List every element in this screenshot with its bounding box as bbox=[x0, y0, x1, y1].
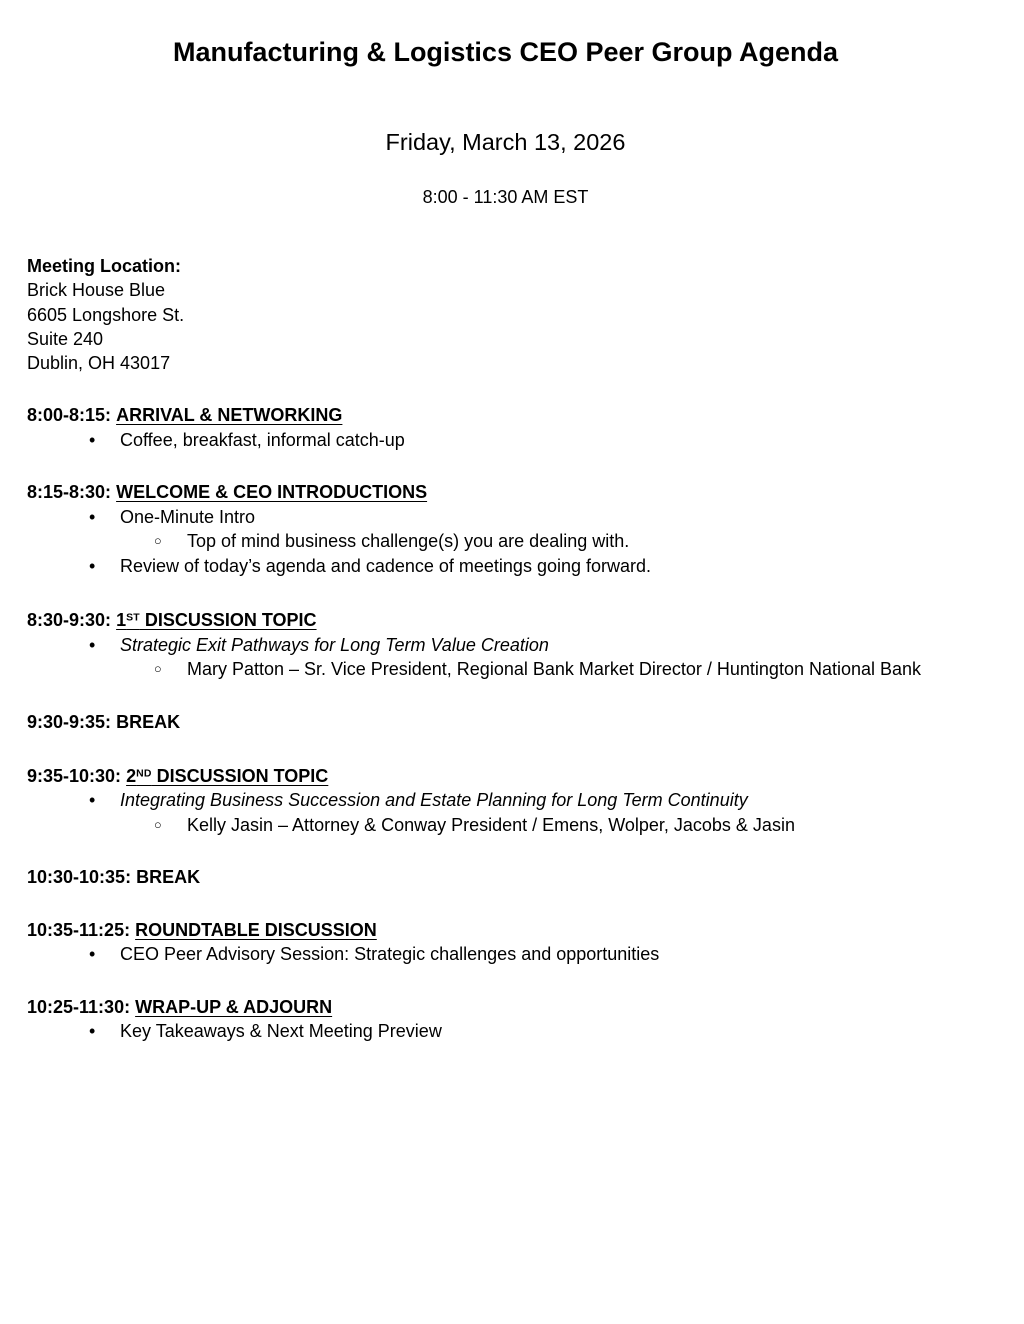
bullet-item-level-1 bbox=[27, 1019, 984, 1044]
section-header bbox=[27, 762, 984, 788]
bullet-text: Top of mind business challenge(s) you are dealing with. bbox=[187, 531, 630, 552]
agenda-section bbox=[27, 762, 984, 837]
bullet-item-level-1 bbox=[27, 428, 984, 453]
filled-bullet-icon: • bbox=[89, 506, 96, 527]
bullet-text: One-Minute Intro bbox=[120, 506, 256, 527]
bullet-item-level-1 bbox=[27, 633, 984, 658]
section-title-text: ROUNDTABLE DISCUSSION bbox=[135, 919, 377, 940]
agenda-section bbox=[27, 710, 984, 735]
filled-bullet-icon: • bbox=[89, 634, 96, 655]
bullet-item-level-1 bbox=[27, 942, 984, 967]
bullet-text: Kelly Jasin – Attorney & Conway President / Emens, Wolper, Jacobs & Jasin bbox=[187, 814, 795, 835]
section-header bbox=[27, 606, 984, 632]
section-header bbox=[27, 918, 984, 943]
agenda-section bbox=[27, 865, 984, 890]
section-header bbox=[27, 710, 984, 735]
section-title-text: BREAK bbox=[116, 711, 181, 732]
location-line: Dublin, OH 43017 bbox=[27, 353, 171, 374]
meeting-location-block bbox=[27, 254, 984, 375]
section-time: 9:30-9:35: bbox=[27, 711, 112, 732]
filled-bullet-icon: • bbox=[89, 790, 96, 811]
agenda-section bbox=[27, 606, 984, 681]
section-title-text: ARRIVAL & NETWORKING bbox=[116, 405, 343, 426]
bullet-item-level-1 bbox=[27, 554, 984, 579]
meeting-location-address bbox=[27, 278, 984, 375]
document-title: Manufacturing & Logistics CEO Peer Group Agenda bbox=[172, 37, 839, 67]
bullet-item-level-1 bbox=[27, 505, 984, 530]
bullet-item-level-2 bbox=[27, 657, 984, 682]
filled-bullet-icon: • bbox=[89, 555, 96, 576]
hollow-circle-bullet-icon: ○ bbox=[154, 816, 162, 832]
section-time: 9:35-10:30: bbox=[27, 765, 122, 786]
section-title-text: 1 bbox=[116, 610, 127, 631]
section-header bbox=[27, 995, 984, 1020]
bullet-item-level-1 bbox=[27, 788, 984, 813]
bullet-text: Mary Patton – Sr. Vice President, Regional Bank Market Director / Huntington National Bank bbox=[187, 659, 922, 680]
meeting-time-range: 8:00 - 11:30 AM EST bbox=[422, 186, 589, 207]
section-title-text: BREAK bbox=[136, 867, 201, 888]
section-time: 8:15-8:30: bbox=[27, 482, 112, 503]
bullet-text: CEO Peer Advisory Session: Strategic challenges and opportunities bbox=[120, 944, 660, 965]
agenda-section bbox=[27, 403, 984, 452]
section-header bbox=[27, 865, 984, 890]
meeting-location-label: Meeting Location: bbox=[27, 255, 181, 276]
section-title-text: WELCOME & CEO INTRODUCTIONS bbox=[116, 482, 428, 503]
filled-bullet-icon: • bbox=[89, 429, 96, 450]
section-title bbox=[135, 920, 377, 940]
section-title bbox=[116, 610, 316, 630]
hollow-circle-bullet-icon: ○ bbox=[154, 533, 162, 549]
filled-bullet-icon: • bbox=[89, 1021, 96, 1042]
bullet-text: Review of today’s agenda and cadence of meetings going forward. bbox=[120, 555, 652, 576]
section-title-text: DISCUSSION TOPIC bbox=[139, 610, 317, 631]
section-title bbox=[116, 712, 180, 732]
agenda-section bbox=[27, 918, 984, 967]
location-line: Brick House Blue bbox=[27, 280, 166, 301]
section-title-text: WRAP-UP & ADJOURN bbox=[135, 996, 333, 1017]
agenda-sections bbox=[27, 403, 984, 1043]
location-line: Suite 240 bbox=[27, 328, 104, 349]
bullet-text: Coffee, breakfast, informal catch-up bbox=[120, 429, 405, 450]
filled-bullet-icon: • bbox=[89, 944, 96, 965]
section-title bbox=[116, 405, 342, 425]
bullet-text: Key Takeaways & Next Meeting Preview bbox=[120, 1021, 442, 1042]
section-header bbox=[27, 403, 984, 428]
hollow-circle-bullet-icon: ○ bbox=[154, 661, 162, 677]
section-title bbox=[126, 766, 328, 786]
section-time: 10:30-10:35: bbox=[27, 867, 132, 888]
section-header bbox=[27, 480, 984, 505]
section-time: 8:30-9:30: bbox=[27, 610, 112, 631]
section-title-ordinal-suffix: ST bbox=[126, 612, 140, 624]
location-line: 6605 Longshore St. bbox=[27, 304, 185, 325]
meeting-date: Friday, March 13, 2026 bbox=[385, 129, 626, 156]
section-title-text: DISCUSSION TOPIC bbox=[151, 765, 329, 786]
section-time: 8:00-8:15: bbox=[27, 405, 112, 426]
bullet-item-level-2 bbox=[27, 529, 984, 554]
section-title bbox=[116, 482, 427, 502]
bullet-item-level-2 bbox=[27, 813, 984, 838]
section-time: 10:25-11:30: bbox=[27, 996, 131, 1017]
bullet-text: Integrating Business Succession and Estate Planning for Long Term Continuity bbox=[120, 790, 748, 811]
section-title-ordinal-suffix: ND bbox=[136, 768, 152, 780]
agenda-section bbox=[27, 995, 984, 1044]
section-time: 10:35-11:25: bbox=[27, 919, 131, 940]
bullet-text: Strategic Exit Pathways for Long Term Value Creation bbox=[120, 634, 549, 655]
section-title bbox=[135, 997, 332, 1017]
agenda-section bbox=[27, 480, 984, 578]
section-title bbox=[136, 867, 200, 887]
section-title-text: 2 bbox=[126, 765, 137, 786]
